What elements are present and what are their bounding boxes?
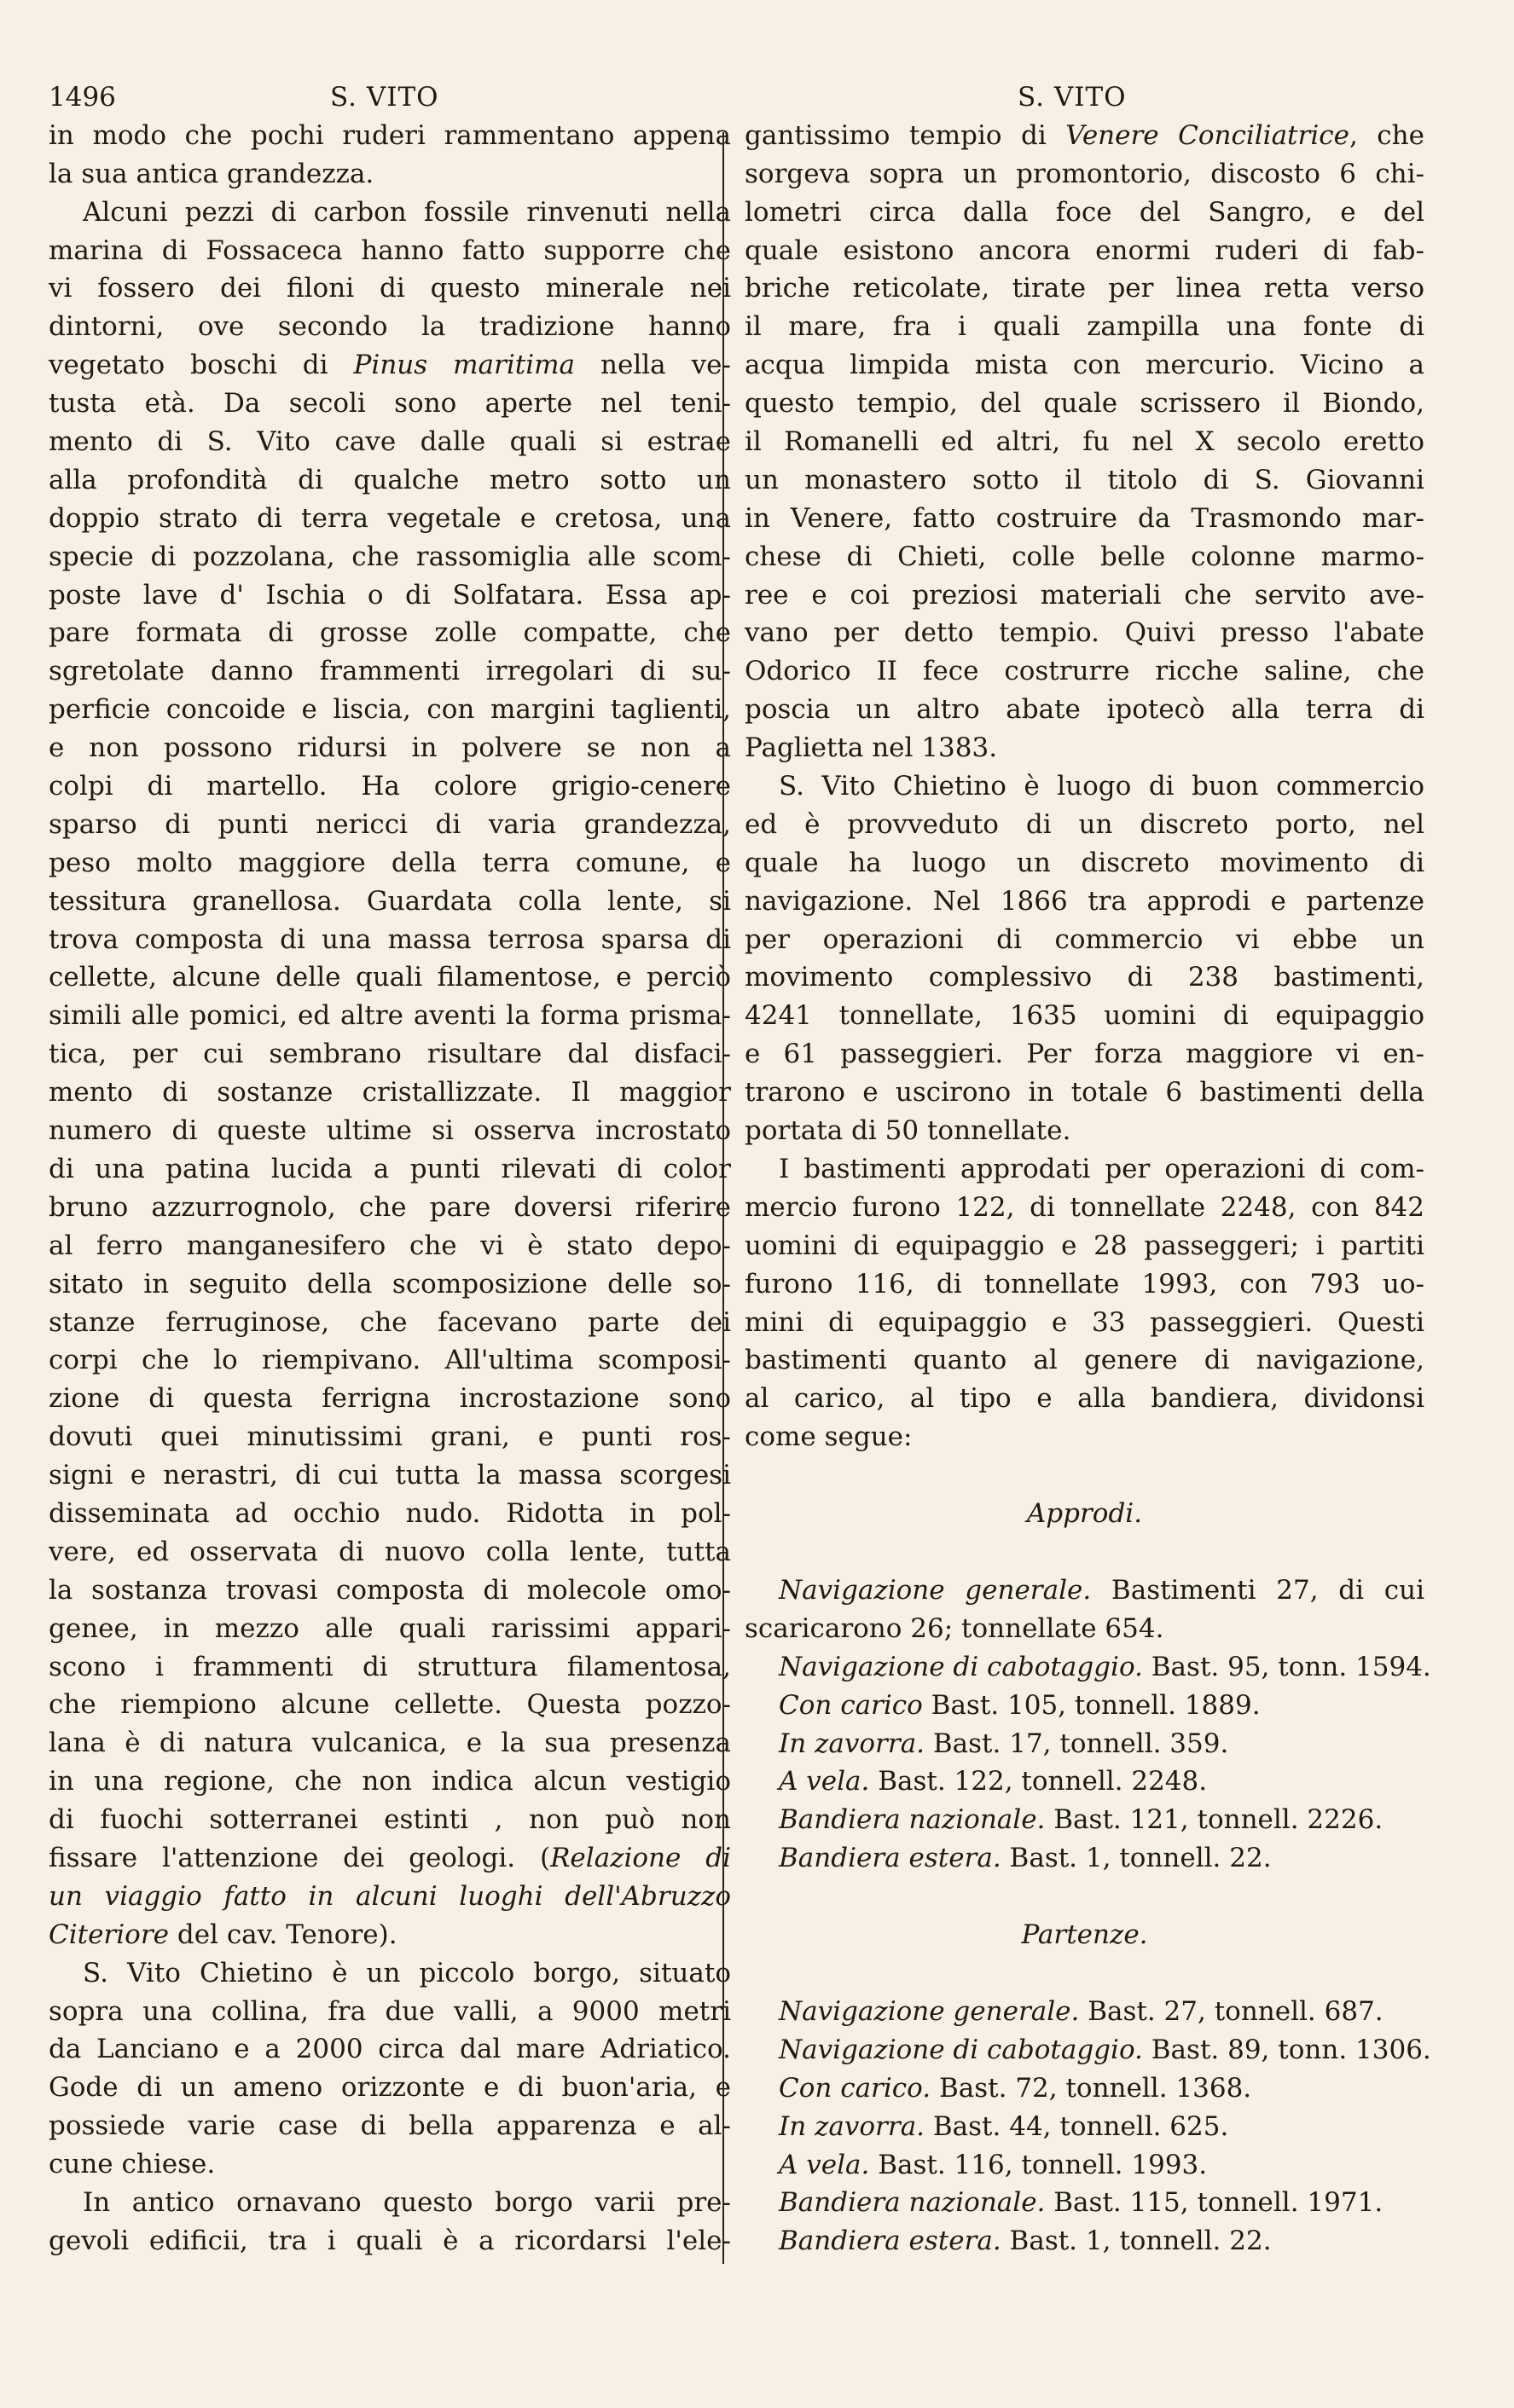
text-line: vi fossero dei filoni di questo minerale nei [49,273,731,304]
text-line: lometri circa dalla foce del Sangro, e del [745,196,1424,228]
text-line: e 61 passeggieri. Per forza maggiore vi en- [745,1039,1424,1070]
text-line: Gode di un ameno orizzonte e di buon'aria, e [49,2072,731,2104]
row-label: Navigazione generale. [779,1995,1080,2027]
row-values: Bast. 105, tonnell. 1889. [922,1689,1261,1721]
text-line: doppio strato di terra vegetale e cretosa, una [49,502,731,534]
text-line: 4241 tonnellate, 1635 uomini di equipaggio [745,1000,1424,1032]
text-line: vere, ed osservata di nuovo colla lente, tutta [49,1536,731,1567]
text-line: un monastero sotto il titolo di S. Giovanni [745,464,1424,495]
row-label: Con carico [779,1689,923,1721]
partenze-row [745,2108,1424,2146]
text-line: movimento complessivo di 238 bastimenti, [745,962,1424,993]
text-line: Alcuni pezzi di carbon fossile rinvenuti nella [83,196,731,228]
text-line: corpi che lo riempivano. All'ultima scomposi- [49,1345,731,1376]
text-line: S. Vito Chietino è luogo di buon commercio [779,771,1424,802]
left-header [49,78,731,117]
text-line: tica, per cui sembrano risultare dal disfaci- [49,1039,731,1070]
text-line: pare formata di grosse zolle compatte, che [49,617,731,649]
row-values: Bast. 72, tonnell. 1368. [931,2072,1252,2104]
right-running-head: S. VITO [1018,82,1127,113]
approdi-row [745,1610,1424,1648]
text-line: come segue: [745,1421,913,1453]
row-values: Bastimenti 27, di cui [1091,1574,1424,1606]
right-column [745,78,1431,2260]
row-values: Bast. 89, tonn. 1306. [1142,2034,1431,2065]
text-line: lana è di natura vulcanica, e la sua presenza [49,1728,731,1759]
row-values: Bast. 44, tonnell. 625. [925,2110,1229,2142]
text-line: uomini di equipaggio e 28 passeggeri; i partiti [745,1230,1424,1261]
row-values: Bast. 1, tonnell. 22. [1001,2226,1272,2257]
text-line: alla profondità di qualche metro sotto un [49,464,731,495]
approdi-row [745,1687,1424,1725]
italic-citation: Citeriore [49,1919,169,1950]
text-line: S. Vito Chietino è un piccolo borgo, situato [83,1957,731,1988]
text-line: che riempiono alcune cellette. Questa pozzo- [49,1689,731,1721]
text-line: il Romanelli ed altri, fu nel X secolo eretto [745,426,1424,458]
text-line: cellette, alcune delle quali filamentose, e perciò [49,962,731,993]
row-values: scaricarono 26; tonnellate 654. [745,1612,1164,1644]
row-label: In zavorra. [779,2110,925,2142]
row-values: Bast. 1, tonnell. 22. [1001,1843,1272,1874]
partenze-row [745,2184,1424,2222]
row-label: Navigazione di cabotaggio. [779,1651,1143,1682]
text-line: quale ha luogo un discreto movimento di [745,847,1424,878]
text-line: scono i frammenti di struttura filamentosa, [49,1651,731,1682]
row-label: Navigazione di cabotaggio. [779,2034,1143,2065]
row-values: Bast. 116, tonnell. 1993. [869,2149,1208,2180]
text-line: mento di S. Vito cave dalle quali si estrae [49,426,731,458]
left-column [49,78,731,2260]
text-line: sorgeva sopra un promontorio, discosto 6 chi- [745,158,1424,189]
text-line: bruno azzurrognolo, che pare doversi riferire [49,1191,731,1223]
text-line [745,117,1424,155]
text-line: sitato in seguito della scomposizione delle so- [49,1268,731,1300]
text-segment: gantissimo tempio di [745,119,1066,151]
row-values: Bast. 27, tonnell. 687. [1079,1995,1383,2027]
text-line: in Venere, fatto costruire da Trasmondo mar- [745,502,1424,534]
text-line: da Lanciano e a 2000 circa dal mare Adriatico. [49,2034,731,2065]
text-line: portata di 50 tonnellate. [745,1115,1071,1147]
italic-term: Venere Conciliatrice [1065,119,1349,151]
approdi-title [745,1495,1424,1533]
text-line [49,1916,731,1954]
text-line: specie di pozzolana, che rassomiglia alle scom- [49,541,731,572]
text-segment: fissare l'attenzione dei geologi. ( [49,1842,551,1873]
row-values: Bast. 17, tonnell. 359. [925,1728,1229,1759]
text-line: navigazione. Nel 1866 tra approdi e partenze [745,885,1424,917]
text-line: perficie concoide e liscia, con margini taglienti, [49,694,731,726]
text-line: al carico, al tipo e alla bandiera, dividonsi [745,1383,1424,1415]
approdi-row [745,1839,1424,1878]
text-line: In antico ornavano questo borgo varii pre- [83,2186,731,2218]
text-line: ree e coi preziosi materiali che servito ave- [745,579,1424,611]
section-heading: Partenze. [1021,1919,1148,1951]
approdi-row [745,1572,1424,1610]
text-line: poscia un altro abate ipotecò alla terra di [745,694,1424,726]
text-line: numero di queste ultime si osserva incrostato [49,1115,731,1147]
italic-citation: un viaggio fatto in alcuni luoghi dell'Abruzzo [49,1880,731,1912]
text-line: peso molto maggiore della terra comune, e [49,847,731,878]
approdi-row [745,1763,1424,1801]
partenze-row [745,2069,1424,2108]
text-line: briche reticolate, tirate per linea retta verso [745,273,1424,304]
text-line: zione di questa ferrigna incrostazione sono [49,1383,731,1415]
text-line: di una patina lucida a punti rilevati di color [49,1153,731,1184]
text-line: tessitura granellosa. Guardata colla lente, si [49,885,731,917]
row-label: Bandiera estera. [779,2226,1001,2257]
text-line: trarono e uscirono in totale 6 bastimenti della [745,1077,1424,1108]
text-line: possiede varie case di bella apparenza e al- [49,2110,731,2142]
row-label: Con carico. [779,2072,931,2104]
text-line: mini di equipaggio e 33 passeggieri. Questi [745,1306,1424,1338]
text-line: Paglietta nel 1383. [745,732,998,764]
approdi-row [745,1725,1424,1763]
text-line: trova composta di una massa terrosa sparsa di [49,923,731,955]
text-line: questo tempio, del quale scrissero il Biondo, [745,388,1424,420]
text-line: genee, in mezzo alle quali rarissimi appari- [49,1612,731,1644]
text-line: dintorni, ove secondo la tradizione hanno [49,311,731,343]
text-segment: nella ve- [575,350,731,381]
partenze-row [745,2146,1424,2185]
text-line: sparso di punti nericci di varia grandezza, [49,808,731,840]
row-values: Bast. 95, tonn. 1594. [1142,1651,1431,1682]
partenze-row [745,2031,1431,2069]
text-line: vano per detto tempio. Quivi presso l'abate [745,617,1424,649]
text-line: colpi di martello. Ha colore grigio-cenere [49,771,731,802]
text-segment: vegetato boschi di [49,350,354,381]
partenze-row [745,1993,1424,2031]
text-line: cune chiese. [49,2149,216,2180]
row-label: A vela. [779,2149,870,2180]
row-label: Bandiera nazionale. [779,2187,1046,2219]
text-segment: del cav. Tenore). [169,1919,397,1950]
text-line: poste lave d' Ischia o di Solfatara. Essa ap- [49,579,731,611]
row-label: Bandiera nazionale. [779,1804,1046,1836]
section-heading: Approdi. [1026,1498,1143,1530]
text-line: acqua limpida mista con mercurio. Vicino a [745,350,1424,381]
row-label: In zavorra. [779,1728,925,1759]
text-line: signi e nerastri, di cui tutta la massa scorgesi [49,1460,731,1491]
text-line: tusta età. Da secoli sono aperte nel teni- [49,388,731,420]
approdi-row [745,1801,1424,1839]
text-line: Odorico II fece costrurre ricche saline, che [745,656,1424,687]
text-line: chese di Chieti, colle belle colonne marmo- [745,541,1424,572]
text-line: marina di Fossaceca hanno fatto supporre che [49,234,731,266]
text-line: la sua antica grandezza. [49,158,374,189]
text-line: sgretolate danno frammenti irregolari di su- [49,656,731,687]
text-line: la sostanza trovasi composta di molecole omo- [49,1574,731,1606]
text-line: furono 116, di tonnellate 1993, con 793 uo- [745,1268,1424,1300]
text-line: in una regione, che non indica alcun vestigio [49,1766,731,1797]
right-header [745,78,1424,117]
text-line: sopra una collina, fra due valli, a 9000 metri [49,1995,731,2027]
italic-term: Pinus maritima [353,350,576,381]
approdi-row [745,1648,1431,1687]
text-line [49,1839,731,1878]
text-line: al ferro manganesifero che vi è stato depo- [49,1230,731,1261]
text-line: quale esistono ancora enormi ruderi di fab- [745,234,1424,266]
italic-citation: Relazione di [550,1842,731,1873]
row-values: Bast. 115, tonnell. 1971. [1045,2187,1383,2219]
text-line: in modo che pochi ruderi rammentano appena [49,119,731,151]
text-line: per operazioni di commercio vi ebbe un [745,923,1424,955]
row-values: Bast. 121, tonnell. 2226. [1045,1804,1383,1836]
text-line: ed è provveduto di un discreto porto, nel [745,808,1424,840]
text-line: e non possono ridursi in polvere se non a [49,732,731,764]
page-number: 1496 [49,82,116,113]
row-label: A vela. [779,1766,870,1797]
row-values: Bast. 122, tonnell. 2248. [869,1766,1208,1797]
left-running-head: S. VITO [330,82,439,113]
text-line: mercio furono 122, di tonnellate 2248, con 842 [745,1191,1424,1223]
text-line: dovuti quei minutissimi grani, e punti ros- [49,1421,731,1453]
partenze-title [745,1916,1424,1954]
text-line: il mare, fra i quali zampilla una fonte di [745,311,1424,343]
text-line: simili alle pomici, ed altre aventi la forma prisma- [49,1000,731,1032]
text-line: I bastimenti approdati per operazioni di com- [779,1153,1424,1184]
text-segment: , che [1349,119,1424,151]
text-line [49,346,731,385]
text-line: disseminata ad occhio nudo. Ridotta in pol- [49,1497,731,1529]
row-label: Bandiera estera. [779,1843,1001,1874]
text-line: di fuochi sotterranei estinti , non può non [49,1804,731,1836]
text-line: mento di sostanze cristallizzate. Il maggior [49,1077,731,1108]
text-line [49,1878,731,1916]
text-line: gevoli edificii, tra i quali è a ricordarsi l'ele- [49,2225,731,2256]
text-line: bastimenti quanto al genere di navigazione, [745,1345,1424,1376]
text-line: stanze ferruginose, che facevano parte dei [49,1306,731,1338]
row-label: Navigazione generale. [779,1574,1092,1606]
partenze-row [745,2222,1424,2260]
